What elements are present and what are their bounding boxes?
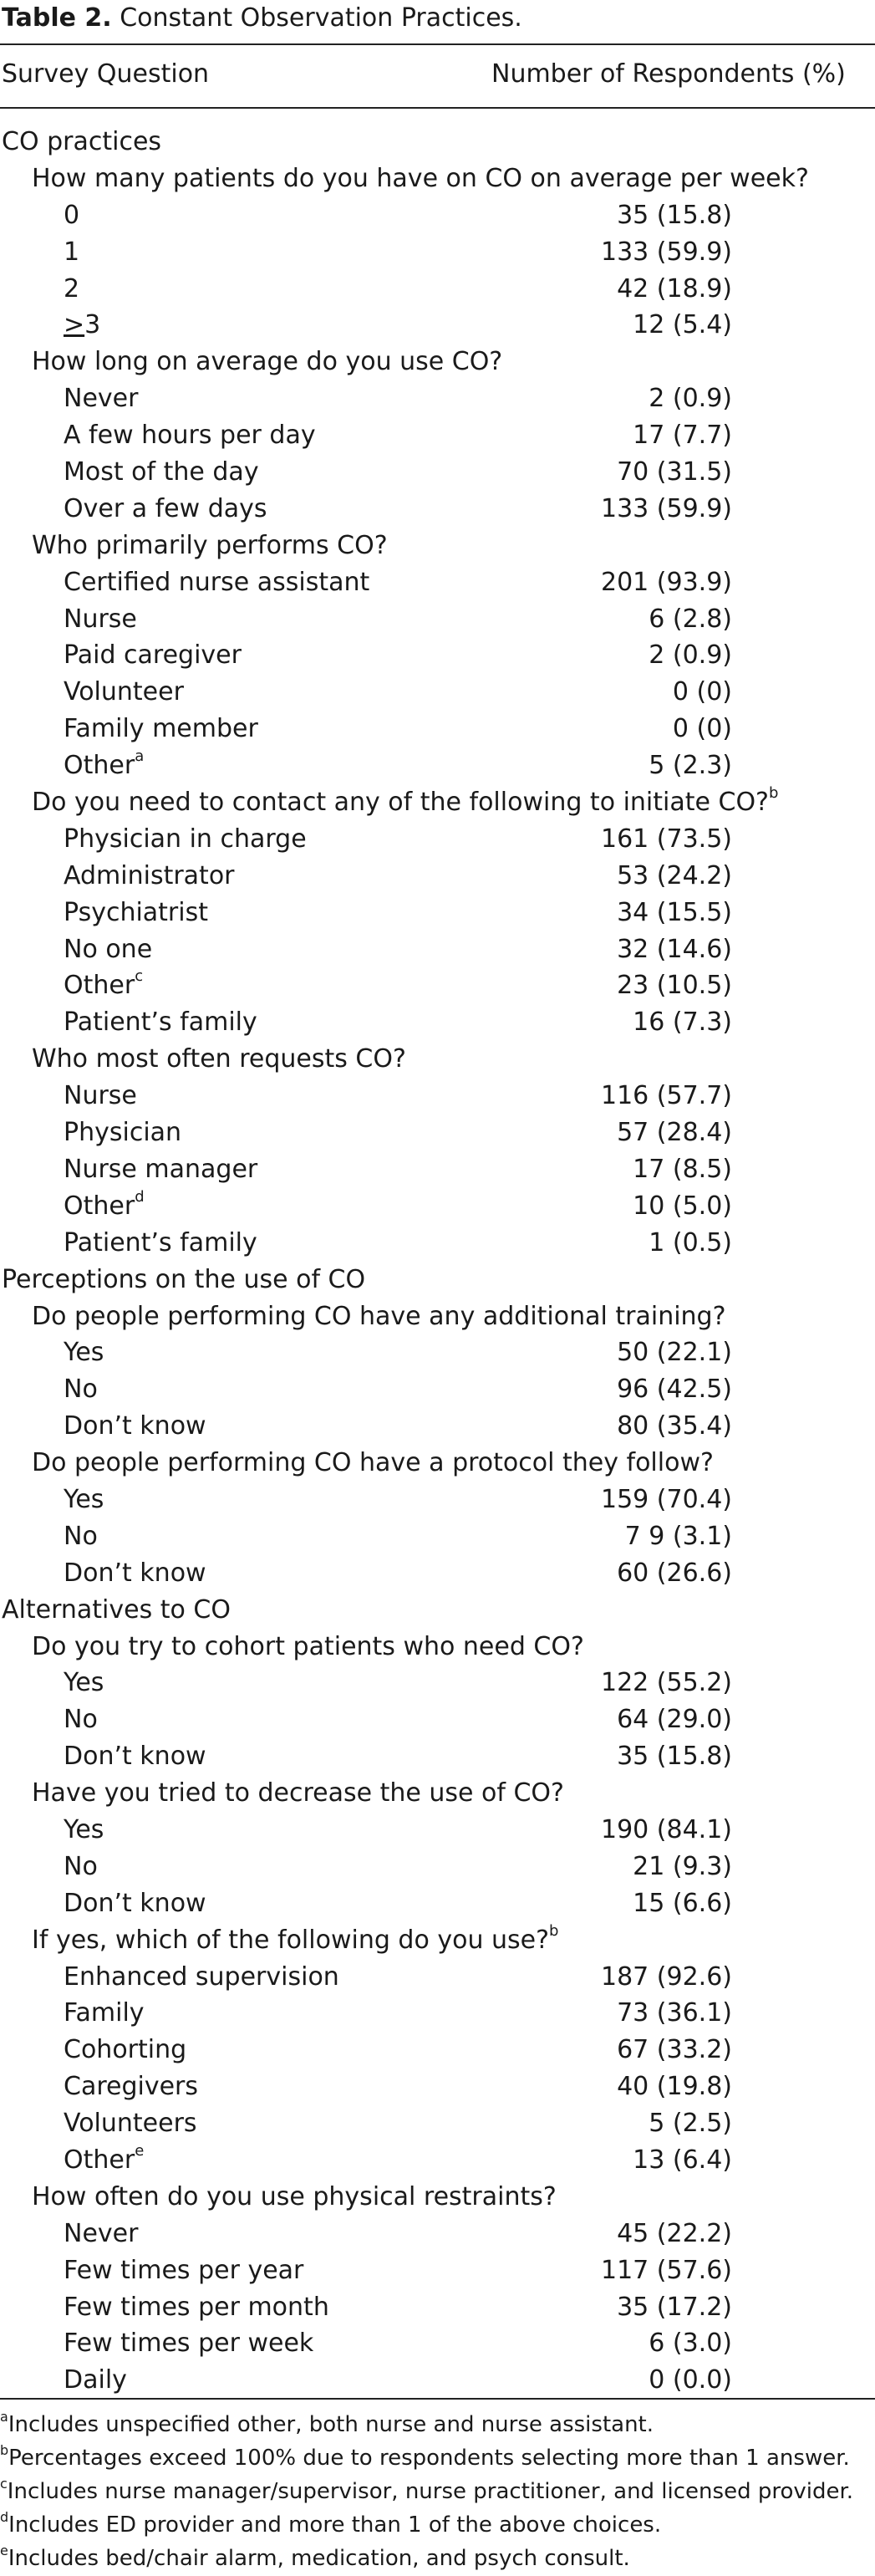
answer-label: Caregivers	[64, 2072, 199, 2102]
respondents-value: 0 (0)	[672, 714, 732, 744]
question-label: Do people performing CO have any additional training?	[32, 1301, 726, 1331]
answer-label: Other$^e$	[64, 2141, 145, 2175]
respondents-value: 1 (0.5)	[649, 1227, 732, 1257]
table-row-answer	[0, 1812, 875, 1849]
table-row-answer	[0, 1738, 875, 1775]
respondents-value: 32 (14.6)	[617, 934, 732, 964]
answer-label: Yes	[64, 1668, 104, 1698]
answer-label: Other$^a$	[64, 747, 145, 781]
respondents-value: 10 (5.0)	[633, 1191, 732, 1221]
table-row-answer	[0, 1555, 875, 1592]
table-row-answer	[0, 1004, 875, 1041]
footnote-text: Includes bed/chair alarm, medication, and psych consult.	[8, 2546, 630, 2571]
table-row-answer	[0, 1078, 875, 1115]
respondents-value: 80 (35.4)	[617, 1411, 732, 1441]
question-label: Have you tried to decrease the use of CO?	[32, 1778, 564, 1808]
answer-label: >3	[64, 310, 101, 340]
answer-label: No	[64, 1521, 98, 1551]
respondents-value: 53 (24.2)	[617, 860, 732, 890]
answer-label: Over a few days	[64, 493, 267, 523]
footnote-mark: a	[0, 2409, 8, 2426]
respondents-value: 116 (57.7)	[600, 1081, 732, 1111]
footnote-marker: b	[768, 784, 779, 803]
question-label: How often do you use physical restraints?	[32, 2181, 557, 2211]
respondents-value: 6 (2.8)	[649, 604, 732, 634]
respondents-value: 0 (0)	[672, 677, 732, 707]
table-row-answer	[0, 711, 875, 747]
answer-label: Nurse	[64, 1081, 137, 1111]
answer-label: Yes	[64, 1484, 104, 1514]
footnote-text: Includes nurse manager/supervisor, nurse practitioner, and licensed provider.	[7, 2479, 854, 2504]
respondents-value: 60 (26.6)	[617, 1558, 732, 1588]
respondents-value: 17 (8.5)	[633, 1154, 732, 1184]
answer-label: Few times per year	[64, 2255, 304, 2285]
respondents-value: 70 (31.5)	[617, 457, 732, 487]
answer-label: Paid caregiver	[64, 640, 242, 671]
footnote	[0, 2508, 875, 2542]
table-row-answer	[0, 2362, 875, 2399]
footnote-marker: b	[549, 1921, 559, 1940]
table-row-answer	[0, 454, 875, 491]
table-caption	[2, 0, 522, 37]
table-row-section	[0, 1592, 875, 1629]
respondents-value: 2 (0.9)	[649, 384, 732, 414]
respondents-value: 122 (55.2)	[600, 1668, 732, 1698]
column-header-respondents: Number of Respondents (%)	[491, 59, 846, 89]
answer-label: Psychiatrist	[64, 897, 208, 927]
footnote	[0, 2475, 875, 2508]
footnote-mark: e	[0, 2543, 8, 2559]
table-footnotes	[0, 2408, 875, 2575]
table-row-answer	[0, 271, 875, 308]
respondents-value: 5 (2.3)	[649, 751, 732, 781]
table-row-answer	[0, 491, 875, 528]
footnote-text: Percentages exceed 100% due to respondents selecting more than 1 answer.	[8, 2446, 850, 2471]
table-row-answer	[0, 380, 875, 417]
respondents-value: 96 (42.5)	[617, 1375, 732, 1405]
respondents-value: 7 9 (3.1)	[624, 1521, 732, 1551]
table-row-answer	[0, 967, 875, 1004]
respondents-value: 159 (70.4)	[600, 1484, 732, 1514]
respondents-value: 13 (6.4)	[633, 2145, 732, 2175]
respondents-value: 16 (7.3)	[633, 1007, 732, 1038]
table-row-question	[0, 1298, 875, 1335]
answer-label: Patient’s family	[64, 1007, 257, 1038]
respondents-value: 187 (92.6)	[600, 1961, 732, 1992]
respondents-value: 201 (93.9)	[600, 567, 732, 597]
table-row-answer	[0, 637, 875, 674]
table-row-answer	[0, 2105, 875, 2142]
answer-label: Physician in charge	[64, 824, 307, 854]
table-row-answer	[0, 1115, 875, 1151]
answer-label: No	[64, 1375, 98, 1405]
table-row-answer	[0, 2068, 875, 2105]
table-row-question	[0, 1775, 875, 1812]
table-row-answer	[0, 1665, 875, 1701]
footnote	[0, 2441, 875, 2475]
table-row-answer	[0, 1225, 875, 1262]
question-label: How many patients do you have on CO on average per week?	[32, 163, 809, 193]
answer-label: Other$^d$	[64, 1187, 145, 1221]
table-body	[0, 124, 875, 2399]
table-row-answer	[0, 674, 875, 711]
question-label: Do people performing CO have a protocol they follow?	[32, 1448, 714, 1478]
respondents-value: 64 (29.0)	[617, 1705, 732, 1735]
answer-label: 0	[64, 200, 80, 230]
table-row-answer	[0, 1701, 875, 1738]
table-row-answer	[0, 1482, 875, 1518]
respondents-value: 35 (15.8)	[617, 200, 732, 230]
respondents-value: 35 (15.8)	[617, 1742, 732, 1772]
answer-label: Cohorting	[64, 2035, 187, 2065]
table-row-answer	[0, 2216, 875, 2252]
answer-label: Family member	[64, 714, 258, 744]
answer-label: Physician	[64, 1118, 182, 1148]
answer-label: No	[64, 1705, 98, 1735]
table-row-answer	[0, 234, 875, 271]
answer-label: Patient’s family	[64, 1227, 257, 1257]
table-row-answer	[0, 1849, 875, 1885]
table-row-answer	[0, 197, 875, 234]
table-row-answer	[0, 417, 875, 454]
table-row-answer	[0, 1518, 875, 1555]
answer-label: Don’t know	[64, 1742, 206, 1772]
respondents-value: 12 (5.4)	[633, 310, 732, 340]
respondents-value: 133 (59.9)	[600, 493, 732, 523]
respondents-value: 117 (57.6)	[600, 2255, 732, 2285]
section-label: CO practices	[2, 127, 162, 156]
answer-label: Nurse	[64, 604, 137, 634]
question-label: Who primarily performs CO?	[32, 530, 388, 560]
respondents-value: 45 (22.2)	[617, 2218, 732, 2248]
table-row-answer	[0, 895, 875, 931]
footnote-text: Includes unspecified other, both nurse and nurse assistant.	[8, 2412, 654, 2437]
answer-label: Few times per week	[64, 2329, 314, 2359]
respondents-value: 5 (2.5)	[649, 2109, 732, 2139]
table-row-answer	[0, 1959, 875, 1996]
footnote-marker: c	[135, 967, 144, 986]
section-label: Perceptions on the use of CO	[2, 1264, 366, 1294]
answer-label: Enhanced supervision	[64, 1961, 339, 1992]
respondents-value: 17 (7.7)	[633, 421, 732, 451]
table-row-question	[0, 528, 875, 564]
table-row-answer	[0, 821, 875, 858]
answer-label: No one	[64, 934, 153, 964]
footnote-mark: b	[0, 2442, 9, 2459]
table-row-answer	[0, 1334, 875, 1371]
table-row-question	[0, 344, 875, 380]
table-row-answer	[0, 747, 875, 784]
table-row-answer	[0, 601, 875, 638]
question-label: Who most often requests CO?	[32, 1044, 406, 1074]
table-row-section	[0, 1262, 875, 1298]
table-row-answer	[0, 1371, 875, 1408]
table-row-question	[0, 1041, 875, 1078]
table-row-question	[0, 784, 875, 821]
respondents-value: 161 (73.5)	[600, 824, 732, 854]
footnote-mark: d	[0, 2509, 9, 2526]
answer-label: Certified nurse assistant	[64, 567, 370, 597]
footnote-marker: e	[135, 2141, 145, 2160]
answer-label: Never	[64, 2218, 139, 2248]
table-row-answer	[0, 1995, 875, 2032]
respondents-value: 190 (84.1)	[600, 1814, 732, 1844]
answer-label: Most of the day	[64, 457, 259, 487]
table-row-answer	[0, 1885, 875, 1922]
respondents-value: 42 (18.9)	[617, 273, 732, 304]
table-row-question	[0, 1629, 875, 1665]
table-row-answer	[0, 931, 875, 968]
answer-label: 2	[64, 273, 80, 304]
respondents-value: 35 (17.2)	[617, 2292, 732, 2322]
respondents-value: 40 (19.8)	[617, 2072, 732, 2102]
table-caption-label: Table 2.	[2, 3, 112, 33]
column-header-question: Survey Question	[2, 59, 210, 89]
respondents-value: 34 (15.5)	[617, 897, 732, 927]
table-row-answer	[0, 2142, 875, 2179]
table-row-question	[0, 1445, 875, 1482]
question-label: How long on average do you use CO?	[32, 347, 503, 377]
answer-label: 1	[64, 237, 80, 267]
table-row-question	[0, 161, 875, 197]
answer-label: Volunteer	[64, 677, 184, 707]
table-row-answer	[0, 2252, 875, 2289]
footnote	[0, 2542, 875, 2575]
answer-label: Yes	[64, 1814, 104, 1844]
table-row-answer	[0, 2325, 875, 2362]
question-label: Do you try to cohort patients who need CO?	[32, 1631, 584, 1661]
question-label: Do you need to contact any of the following to initiate CO?$^b$	[32, 784, 779, 818]
bottom-rule	[0, 2398, 875, 2400]
footnote	[0, 2408, 875, 2441]
answer-label: Don’t know	[64, 1888, 206, 1918]
table-row-answer	[0, 564, 875, 601]
table-row-answer	[0, 1188, 875, 1225]
respondents-value: 23 (10.5)	[617, 971, 732, 1001]
respondents-value: 73 (36.1)	[617, 1998, 732, 2028]
answer-label: Administrator	[64, 860, 235, 890]
answer-label: Few times per month	[64, 2292, 329, 2322]
answer-label: Don’t know	[64, 1558, 206, 1588]
table-row-answer	[0, 1151, 875, 1188]
answer-label: Don’t know	[64, 1411, 206, 1441]
table-row-answer	[0, 2032, 875, 2068]
footnote-text: Includes ED provider and more than 1 of the above choices.	[8, 2512, 662, 2538]
answer-label: Never	[64, 384, 139, 414]
section-label: Alternatives to CO	[2, 1594, 231, 1625]
table-row-answer	[0, 307, 875, 344]
table-row-answer	[0, 2289, 875, 2326]
footnote-marker: a	[135, 747, 145, 766]
question-label: If yes, which of the following do you use?$^b$	[32, 1921, 559, 1955]
respondents-value: 57 (28.4)	[617, 1118, 732, 1148]
respondents-value: 2 (0.9)	[649, 640, 732, 671]
answer-label: Nurse manager	[64, 1154, 258, 1184]
respondents-value: 0 (0.0)	[649, 2365, 732, 2395]
respondents-value: 15 (6.6)	[633, 1888, 732, 1918]
answer-label: Other$^c$	[64, 967, 144, 1001]
table-row-section	[0, 124, 875, 161]
answer-label: Volunteers	[64, 2109, 197, 2139]
footnote-marker: d	[135, 1187, 145, 1206]
answer-label: Daily	[64, 2365, 127, 2395]
table-row-question	[0, 2179, 875, 2216]
table-row-answer	[0, 858, 875, 895]
answer-label: Family	[64, 1998, 145, 2028]
footnote-mark: c	[0, 2476, 8, 2492]
respondents-value: 21 (9.3)	[633, 1851, 732, 1881]
answer-label: Yes	[64, 1338, 104, 1368]
respondents-value: 6 (3.0)	[649, 2329, 732, 2359]
top-rule	[0, 43, 875, 45]
answer-label: A few hours per day	[64, 421, 316, 451]
table-row-answer	[0, 1408, 875, 1445]
table-row-question	[0, 1922, 875, 1959]
respondents-value: 50 (22.1)	[617, 1338, 732, 1368]
respondents-value: 67 (33.2)	[617, 2035, 732, 2065]
answer-label: No	[64, 1851, 98, 1881]
table-caption-title: Constant Observation Practices.	[120, 3, 522, 33]
respondents-value: 133 (59.9)	[600, 237, 732, 267]
header-rule	[0, 107, 875, 109]
